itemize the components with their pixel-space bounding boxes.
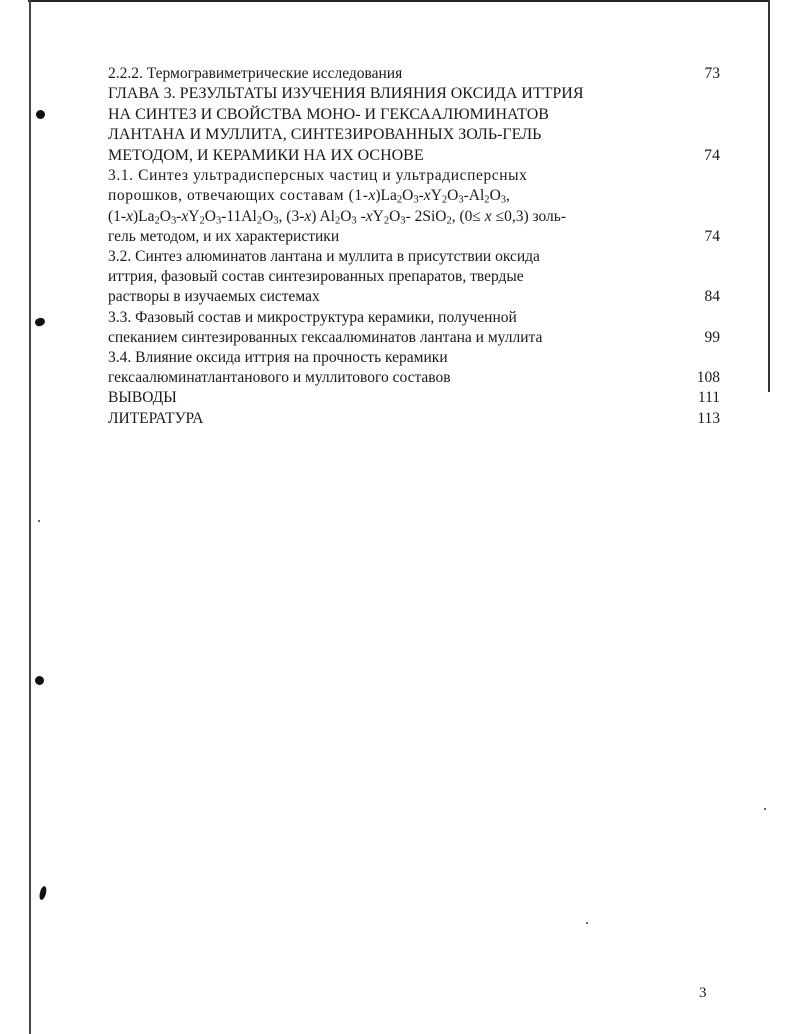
toc-entry-title: [108, 166, 680, 247]
scan-border-right: [768, 0, 770, 392]
page-number: 3: [699, 985, 707, 1001]
toc-entry-title: [108, 308, 680, 348]
toc-formula-line: порошков, отвечающих составам $(1-x)La_2O_3-xY_2O_3-Al_2O_3$,: [108, 187, 510, 207]
scan-smudge: [34, 316, 46, 327]
toc-page-number: 74: [704, 227, 720, 245]
toc-entry: [108, 247, 720, 308]
toc-line: ГЛАВА 3. РЕЗУЛЬТАТЫ ИЗУЧЕНИЯ ВЛИЯНИЯ ОКСИДА ИТТРИЯ: [108, 85, 584, 103]
toc-entry-title: [108, 409, 680, 429]
toc-entry-title: [108, 348, 680, 388]
scan-speck: [38, 520, 40, 522]
toc-line: гексаалюминатлантанового и муллитового составов: [108, 369, 451, 387]
toc-line: ЛАНТАНА И МУЛЛИТА, СИНТЕЗИРОВАННЫХ ЗОЛЬ-ГЕЛЬ: [108, 126, 542, 144]
toc-line: растворы в изучаемых системах: [108, 288, 320, 306]
toc-entry-title: [108, 247, 680, 308]
toc-entry-title: [108, 84, 680, 166]
toc-page-number: 99: [704, 328, 720, 346]
toc-line: 3.2. Синтез алюминатов лантана и муллита в присутствии оксида: [108, 248, 540, 266]
toc-entry: [108, 348, 720, 388]
toc-page-number: 84: [704, 288, 720, 306]
toc-line: ЛИТЕРАТУРА: [108, 409, 204, 427]
scan-smudge: [38, 885, 47, 900]
scan-border-top: [28, 0, 770, 2]
toc-page-number: 73: [704, 65, 720, 82]
toc-entry: [108, 388, 720, 408]
toc-entry: [108, 64, 720, 84]
toc-line: ВЫВОДЫ: [108, 389, 177, 407]
toc-line: 3.1. Синтез ультрадисперсных частиц и ультрадисперсных: [108, 167, 528, 185]
toc-entry: [108, 166, 720, 247]
toc-line: 3.3. Фазовый состав и микроструктура керамики, полученной: [108, 308, 517, 326]
toc-line: гель методом, и их характеристики: [108, 227, 340, 245]
scan-dot: [35, 676, 44, 685]
toc-entry-title: [108, 388, 680, 408]
toc-page-number: 74: [704, 146, 720, 164]
toc-page-number: 111: [697, 389, 720, 407]
scan-dot: [36, 110, 45, 119]
scan-border-left: [29, 0, 31, 1034]
toc-page-number: 113: [697, 409, 720, 427]
toc-entry-title: [108, 64, 680, 84]
toc-chapter-entry: [108, 84, 720, 166]
toc-line: МЕТОДОМ, И КЕРАМИКИ НА ИХ ОСНОВЕ: [108, 146, 424, 164]
toc-line: НА СИНТЕЗ И СВОЙСТВА МОНО- И ГЕКСААЛЮМИНАТОВ: [108, 105, 549, 123]
toc-page-number: 108: [696, 369, 720, 387]
toc-entry: [108, 308, 720, 348]
table-of-contents: [108, 64, 720, 429]
toc-line: 2.2.2. Термогравиметрические исследования: [108, 65, 403, 82]
scan-speck: [764, 808, 766, 810]
scan-speck: [586, 922, 588, 924]
toc-line: иттрия, фазовый состав синтезированных препаратов, твердые: [108, 268, 524, 286]
toc-line: 3.4. Влияние оксида иттрия на прочность керамики: [108, 349, 448, 367]
toc-formula-line: $(1-x)La_2O_3-xY_2O_3-11Al_2O_3$, (3-x) $Al_2O_3$ $-xY_2O_3-$ 2SiO$_2$, (0≤ x ≤0,3) золь-: [108, 207, 567, 227]
toc-entry: [108, 409, 720, 429]
toc-line: спеканием синтезированных гексаалюминатов лантана и муллита: [108, 328, 543, 346]
